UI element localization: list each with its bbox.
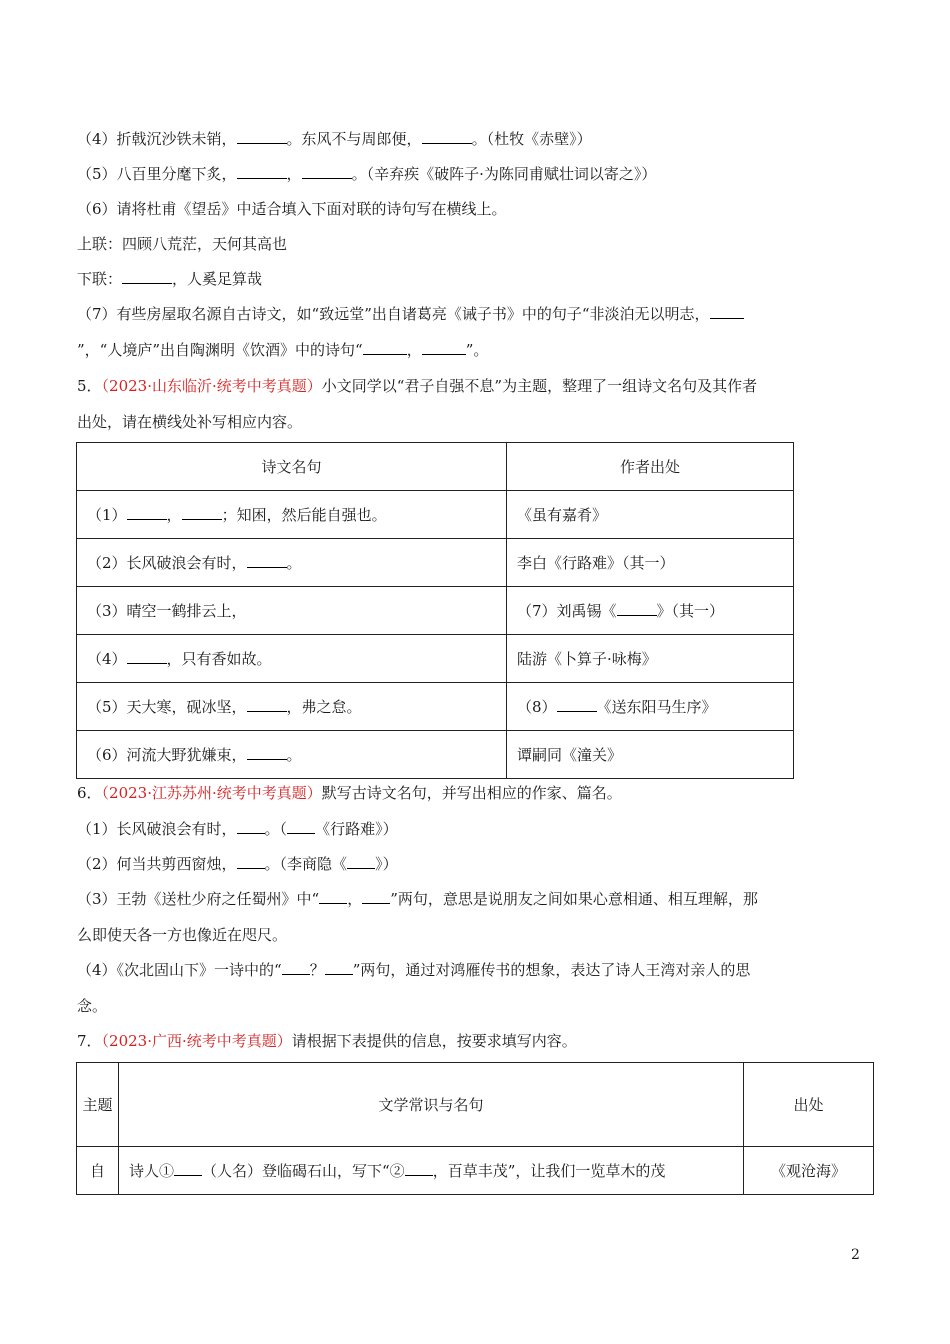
answer-blank[interactable] bbox=[405, 1162, 433, 1176]
question-6-item-3-cont: 么即使天各一方也像近在咫尺。 bbox=[77, 926, 288, 944]
table-header: 文学常识与名句 bbox=[119, 1063, 744, 1147]
table-row: （6）河流大野犹嫌束， 。 谭嗣同《潼关》 bbox=[77, 731, 794, 779]
question-6-item-3: （3）王勃《送杜少府之任蜀州》中“ ， ”两句，意思是说朋友之间如果心意相通、相互理解，那 bbox=[77, 890, 758, 908]
answer-blank[interactable] bbox=[422, 130, 472, 144]
table-header: 诗文名句 bbox=[77, 443, 507, 491]
question-6-header: 6．（2023·江苏苏州·统考中考真题）默写古诗文名句，并写出相应的作家、篇名。 bbox=[77, 784, 622, 802]
answer-blank[interactable] bbox=[362, 890, 390, 904]
answer-blank[interactable] bbox=[247, 746, 287, 760]
table-header: 出处 bbox=[744, 1063, 874, 1147]
item-5-line: （5）八百里分麾下炙， ， 。（辛弃疾《破阵子·为陈同甫赋壮词以寄之》） bbox=[77, 165, 657, 183]
answer-blank[interactable] bbox=[237, 165, 287, 179]
item-7-line-cont: ”，“人境庐”出自陶渊明《饮酒》中的诗句“ ， ”。 bbox=[77, 341, 489, 359]
question-7-table bbox=[76, 1062, 874, 1195]
answer-blank[interactable] bbox=[319, 890, 347, 904]
answer-blank[interactable] bbox=[302, 165, 352, 179]
question-6-item-2: （2）何当共剪西窗烛， 。（李商隐《 》） bbox=[77, 855, 398, 873]
answer-blank[interactable] bbox=[422, 341, 466, 355]
table-row: （5）天大寒，砚冰坚， ，弗之怠。 （8） 《送东阳马生序》 bbox=[77, 683, 794, 731]
upper-couplet: 上联：四顾八荒茫，天何其高也 bbox=[77, 235, 288, 253]
question-5-text: 出处，请在横线处补写相应内容。 bbox=[77, 413, 303, 431]
table-row: （3）晴空一鹤排云上， （7）刘禹锡《 》（其一） bbox=[77, 587, 794, 635]
answer-blank[interactable] bbox=[347, 855, 375, 869]
question-5-table bbox=[76, 442, 794, 779]
question-6-item-4-cont: 念。 bbox=[77, 997, 108, 1015]
source-tag: （2023·江苏苏州·统考中考真题） bbox=[101, 784, 322, 802]
answer-blank[interactable] bbox=[127, 650, 167, 664]
answer-blank[interactable] bbox=[174, 1162, 202, 1176]
page-number: 2 bbox=[851, 1247, 860, 1263]
answer-blank[interactable] bbox=[617, 602, 657, 616]
question-6-item-1: （1）长风破浪会有时， 。（ 《行路难》） bbox=[77, 820, 398, 838]
answer-blank[interactable] bbox=[122, 270, 172, 284]
answer-blank[interactable] bbox=[237, 130, 287, 144]
answer-blank[interactable] bbox=[237, 820, 265, 834]
answer-blank[interactable] bbox=[710, 305, 744, 319]
item-6-line: （6）请将杜甫《望岳》中适合填入下面对联的诗句写在横线上。 bbox=[77, 200, 507, 218]
item-7-line: （7）有些房屋取名源自古诗文，如“致远堂”出自诸葛亮《诫子书》中的句子“非淡泊无以明志， bbox=[77, 304, 870, 324]
table-header: 主题 bbox=[77, 1063, 119, 1147]
answer-blank[interactable] bbox=[287, 820, 315, 834]
answer-blank[interactable] bbox=[182, 506, 222, 520]
table-header: 作者出处 bbox=[507, 443, 794, 491]
answer-blank[interactable] bbox=[247, 698, 287, 712]
source-tag: （2023·山东临沂·统考中考真题） bbox=[101, 377, 322, 395]
answer-blank[interactable] bbox=[363, 341, 407, 355]
answer-blank[interactable] bbox=[127, 506, 167, 520]
question-7-header: 7．（2023·广西·统考中考真题）请根据下表提供的信息，按要求填写内容。 bbox=[77, 1032, 577, 1050]
lower-couplet: 下联： ，人奚足算哉 bbox=[77, 270, 263, 288]
answer-blank[interactable] bbox=[247, 554, 287, 568]
question-6-item-4: （4）《次北固山下》一诗中的“ ？ ”两句，通过对鸿雁传书的想象，表达了诗人王湾对亲人的思 bbox=[77, 961, 751, 979]
table-row: （4） ，只有香如故。 陆游《卜算子·咏梅》 bbox=[77, 635, 794, 683]
table-row: （2）长风破浪会有时， 。 李白《行路难》（其一） bbox=[77, 539, 794, 587]
answer-blank[interactable] bbox=[282, 961, 310, 975]
table-row: 自 诗人① （人名）登临碣石山，写下“② ，百草丰茂”，让我们一览草木的茂 《观沧海》 bbox=[77, 1147, 874, 1195]
answer-blank[interactable] bbox=[325, 961, 353, 975]
item-4-line: （4）折戟沉沙铁未销， 。东风不与周郎便， 。（杜牧《赤壁》） bbox=[77, 130, 592, 148]
answer-blank[interactable] bbox=[237, 855, 265, 869]
answer-blank[interactable] bbox=[557, 698, 597, 712]
question-5-header: 5．（2023·山东临沂·统考中考真题）小文同学以“君子自强不息”为主题，整理了一组诗文名句及其作者 bbox=[77, 377, 758, 395]
table-row: （1） ， ；知困，然后能自强也。 《虽有嘉肴》 bbox=[77, 491, 794, 539]
source-tag: （2023·广西·统考中考真题） bbox=[101, 1032, 292, 1050]
